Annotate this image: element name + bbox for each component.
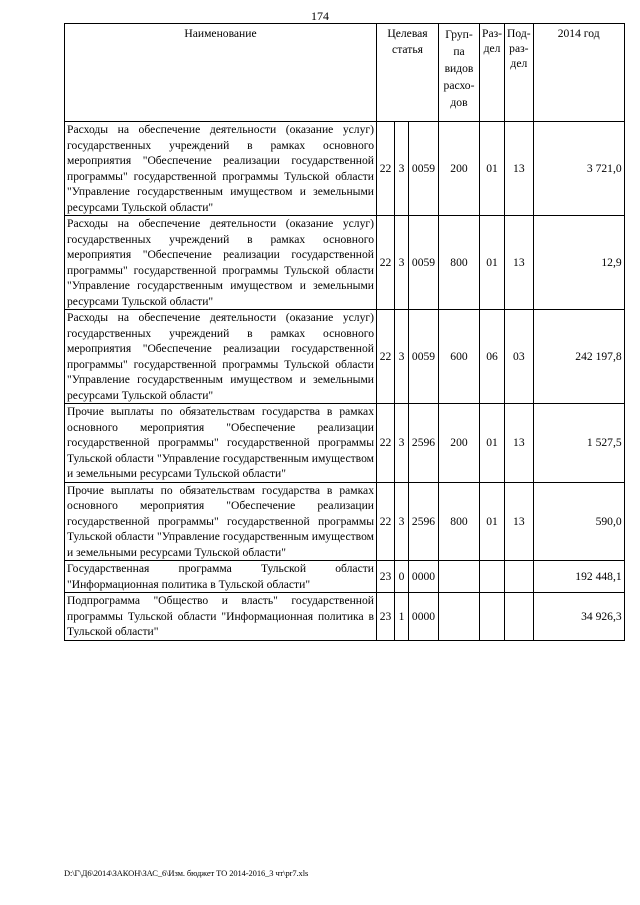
row-target-code-1: 22 <box>377 482 395 561</box>
row-target-code-3: 0000 <box>409 593 439 641</box>
row-group: 200 <box>439 404 480 483</box>
row-amount: 1 527,5 <box>533 404 624 483</box>
header-row <box>65 24 625 122</box>
row-section: 06 <box>480 310 505 404</box>
table-row <box>65 310 625 404</box>
header-group: Груп- па видов расхо- дов <box>439 24 480 122</box>
row-amount: 12,9 <box>533 216 624 310</box>
row-target-code-3: 0059 <box>409 122 439 216</box>
row-group: 800 <box>439 482 480 561</box>
row-name: Расходы на обеспечение деятельности (оказание услуг) государственных учреждений в рамках основного мероприятия "Обеспечение реализации государственной программы" государственной программы Тульской области "Управление государственным имуществом и земельными ресурсами Тульской области" <box>65 310 377 404</box>
row-subsection <box>505 593 534 641</box>
row-group <box>439 561 480 593</box>
row-target-code-2: 1 <box>395 593 409 641</box>
row-subsection: 13 <box>505 216 534 310</box>
row-name: Прочие выплаты по обязательствам государства в рамках основного мероприятия "Обеспечение реализации государственной программы" государственной программы Тульской области "Управление государственным имуществом и земельными ресурсами Тульской области" <box>65 482 377 561</box>
file-path-footer: D:\Г\Д6\2014\ЗАКОН\ЗАС_6\Изм. бюджет ТО 2014-2016_3 чт\pr7.xls <box>64 868 309 878</box>
row-target-code-1: 23 <box>377 593 395 641</box>
row-amount: 3 721,0 <box>533 122 624 216</box>
row-section <box>480 593 505 641</box>
row-name: Государственная программа Тульской области "Информационная политика в Тульской области" <box>65 561 377 593</box>
table-row <box>65 216 625 310</box>
row-amount: 192 448,1 <box>533 561 624 593</box>
row-section: 01 <box>480 216 505 310</box>
row-name: Прочие выплаты по обязательствам государства в рамках основного мероприятия "Обеспечение реализации государственной программы" государственной программы Тульской области "Управление государственным имуществом и земельными ресурсами Тульской области" <box>65 404 377 483</box>
row-target-code-2: 0 <box>395 561 409 593</box>
row-name: Расходы на обеспечение деятельности (оказание услуг) государственных учреждений в рамках основного мероприятия "Обеспечение реализации государственной программы" государственной программы Тульской области "Управление государственным имуществом и земельными ресурсами Тульской области" <box>65 122 377 216</box>
header-target-article: Целевая статья <box>377 24 439 122</box>
row-target-code-3: 0059 <box>409 310 439 404</box>
row-target-code-1: 22 <box>377 216 395 310</box>
row-subsection <box>505 561 534 593</box>
row-section <box>480 561 505 593</box>
row-name: Расходы на обеспечение деятельности (оказание услуг) государственных учреждений в рамках основного мероприятия "Обеспечение реализации государственной программы" государственной программы Тульской области "Управление государственным имуществом и земельными ресурсами Тульской области" <box>65 216 377 310</box>
row-section: 01 <box>480 404 505 483</box>
row-target-code-2: 3 <box>395 216 409 310</box>
row-group <box>439 593 480 641</box>
row-target-code-2: 3 <box>395 310 409 404</box>
row-target-code-2: 3 <box>395 482 409 561</box>
header-year: 2014 год <box>533 24 624 122</box>
row-target-code-1: 23 <box>377 561 395 593</box>
row-target-code-1: 22 <box>377 404 395 483</box>
row-section: 01 <box>480 122 505 216</box>
table-row <box>65 404 625 483</box>
row-amount: 242 197,8 <box>533 310 624 404</box>
row-target-code-3: 0059 <box>409 216 439 310</box>
row-target-code-2: 3 <box>395 404 409 483</box>
row-target-code-3: 2596 <box>409 404 439 483</box>
header-subsection: Под- раз- дел <box>505 24 534 122</box>
table-row <box>65 482 625 561</box>
row-target-code-3: 0000 <box>409 561 439 593</box>
table-row <box>65 593 625 641</box>
row-target-code-2: 3 <box>395 122 409 216</box>
row-group: 200 <box>439 122 480 216</box>
row-amount: 34 926,3 <box>533 593 624 641</box>
row-name: Подпрограмма "Общество и власть" государственной программы Тульской области "Информационная политика в Тульской области" <box>65 593 377 641</box>
table-row <box>65 122 625 216</box>
row-subsection: 13 <box>505 404 534 483</box>
row-amount: 590,0 <box>533 482 624 561</box>
table-row <box>65 561 625 593</box>
header-name: Наименование <box>65 24 377 122</box>
row-target-code-3: 2596 <box>409 482 439 561</box>
row-subsection: 13 <box>505 122 534 216</box>
budget-table <box>64 23 625 641</box>
row-group: 600 <box>439 310 480 404</box>
header-section: Раз- дел <box>480 24 505 122</box>
row-subsection: 13 <box>505 482 534 561</box>
row-target-code-1: 22 <box>377 310 395 404</box>
row-group: 800 <box>439 216 480 310</box>
row-subsection: 03 <box>505 310 534 404</box>
page-number: 174 <box>311 9 329 23</box>
row-target-code-1: 22 <box>377 122 395 216</box>
row-section: 01 <box>480 482 505 561</box>
